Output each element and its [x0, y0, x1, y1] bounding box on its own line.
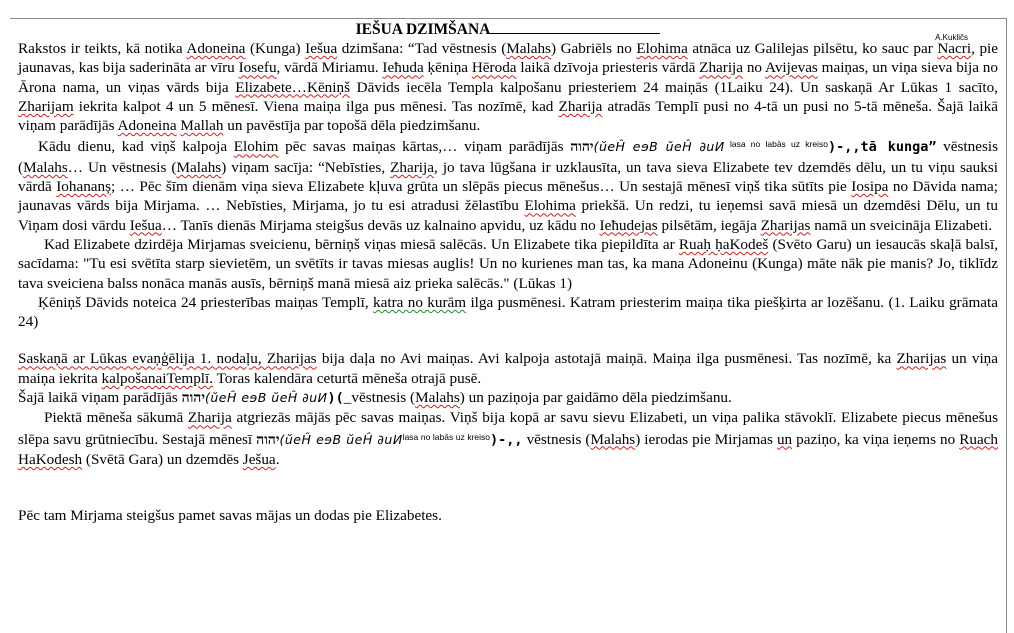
text-run: … Tanīs dienās Mirjama steigšus devās uz kalnaino apvidu, uz kādu no	[161, 216, 600, 234]
paragraph-2	[18, 135, 998, 234]
text-run: ) Gabriēls no	[550, 40, 637, 57]
text-run-sq: Elohim	[233, 138, 279, 156]
text-run-sq: Zharija	[558, 97, 603, 115]
text-run-mono: )(	[327, 390, 344, 407]
text-run-sq: Zharijas	[760, 216, 811, 234]
page-border-top	[10, 18, 1006, 19]
text-run: Dāvids iecēla Templa kalpošanu priesteriem 24 maiņās (1Laiku 24). Un saskaņā Ar Lūkas 1 sacīto,	[350, 78, 998, 96]
text-run-sq: Elizabete…Kēniņš	[235, 78, 351, 96]
text-run-sq: Malahs	[506, 40, 551, 57]
text-run-heb: יהוה	[570, 139, 594, 156]
text-run-sq: Adoneina	[117, 117, 177, 135]
text-run: Toras kalendāra ceturtā mēneša otrajā pusē.	[213, 369, 482, 387]
text-run: ) viņam sacīja: “Nebīsties,	[221, 158, 391, 176]
text-run: Piektā mēneša sākumā	[44, 409, 188, 427]
text-run-sq: Saskaņā ar Lūkas evaņģēlija 1. nodaļu, Zharijas	[18, 350, 317, 368]
text-run: .	[275, 450, 280, 468]
text-run: Kādu dienu, kad viņš kalpoja	[38, 138, 234, 156]
page-border-right	[1006, 18, 1007, 633]
text-run: ) ierodas pie Mirjamas	[635, 430, 777, 448]
text-run-sq: Zharija	[390, 158, 434, 176]
text-run: ķēniņa	[423, 59, 472, 77]
text-run-sq: Hēroda	[471, 59, 517, 77]
text-run: Ķēniņš Dāvids noteica 24 priesterības maiņas Templī,	[38, 293, 374, 311]
text-run: atradās Templī pusi no 4-tā un pusi no 5-tā mēneša. Šajā laikā viņam parādījās	[18, 97, 998, 135]
text-run-sym: (ŭeĤ eɘB ŭeĤ ∂uИ	[279, 431, 403, 447]
text-run-sq: Zharijam	[18, 97, 74, 115]
text-run-sq: Nacri	[937, 40, 972, 57]
text-run: , jo tava lūgšana ir uzklausīta, un tava sieva Elizabete tev dzemdēs dēlu, un tu viņu sauksi vārdā	[18, 158, 998, 196]
title-underline	[490, 20, 660, 34]
text-run-sq: Elohima	[636, 40, 688, 57]
text-run-sq: Avijevas	[764, 59, 818, 77]
text-run: un pavēstīja par topošā dēla piedzimšanu.	[223, 117, 481, 135]
paragraph-7	[18, 408, 998, 469]
text-run-sq: Malahs	[415, 389, 460, 407]
title-row	[18, 20, 998, 42]
blank-line	[18, 331, 998, 349]
text-run: pēc savas maiņas kārtas,… viņam parādījās	[278, 138, 571, 156]
paragraph-8	[18, 506, 998, 525]
text-run: _vēstnesis (	[343, 389, 416, 407]
text-run-sq: Mallah	[180, 117, 224, 135]
text-run-sq: Ieħuda	[382, 59, 424, 77]
paragraph-1	[18, 39, 998, 135]
text-run-sq: Zharija	[187, 409, 232, 427]
text-run: vēstnesis (	[18, 138, 998, 176]
text-run: iekrita kalpot 4 un 5 mēnesī. Viena maiņa ilga pus mēnesi. Tas nozīmē, kad	[73, 97, 559, 115]
text-run: , pie jaunavas, kas bija saderināta ar vīru	[18, 40, 998, 77]
text-run: dzimšana: “Tad vēstnesis (	[337, 40, 507, 57]
text-run-sym: (ŭeĤ eɘB ŭeĤ ∂uИ	[205, 390, 328, 406]
paragraph-4	[18, 293, 998, 332]
text-run: paziņo, ka viņa ieņems no	[792, 430, 960, 448]
text-run: ilga pusmēnesi. Katram priesterim maiņa tika piešķirta ar lozēšanu. (1. Laiku grāmata 24)	[18, 293, 998, 331]
text-run-sq: Ieħudejas	[599, 216, 658, 234]
text-run: no	[743, 59, 765, 77]
text-run-sq: Adoneina	[186, 40, 246, 57]
text-run-sq: un	[776, 430, 793, 448]
text-run-sq: Elohima	[524, 197, 576, 215]
text-run-sq: Iešua	[305, 40, 338, 57]
text-run: pilsētām, iegāja	[657, 216, 761, 234]
text-run-sq: kalpošanaiTemplī.	[101, 369, 214, 387]
text-run: , vārdā Miriamu.	[276, 59, 383, 77]
paragraph-3	[18, 235, 998, 293]
text-run: namā un sveicināja Elizabeti.	[810, 216, 993, 234]
text-run: Kad Elizabete dzirdēja Mirjamas sveicienu, bērniņš viņas miesā salēcās. Un Elizabete tika piepildīta ar	[44, 235, 679, 253]
text-run: Rakstos ir teikts, kā notika	[18, 40, 187, 57]
text-run-tiny: lasa no labās uz kreiso	[402, 431, 491, 442]
text-run-heb: יהוה	[181, 390, 205, 407]
text-run: (Kunga)	[245, 40, 306, 57]
text-run: atgriezās mājās pēc savas maiņas. Viņš bija kopā ar savu sievu Elizabeti, un viņa palika stāvoklī. Elizabete piecus mēnešus slēpa savu grūtniecību. Sestajā mēnesī	[18, 409, 998, 448]
author-name: A.Kukličs	[935, 33, 968, 42]
document-title: IEŠUA DZIMŠANA	[355, 21, 491, 38]
text-run-sq: Malahs	[176, 158, 222, 176]
text-run-sq: Iohananș	[56, 178, 112, 196]
text-run: Pēc tam Mirjama steigšus pamet savas mājas un dodas pie Elizabetes.	[18, 507, 442, 525]
text-run-sq: Iosefu	[238, 59, 277, 77]
text-run: vēstnesis (	[522, 430, 591, 448]
text-run-sq: Malahs	[23, 158, 68, 176]
text-run: atnāca uz Galilejas pilsētu, ko sauc par	[687, 40, 938, 57]
text-run-sq: Malahs	[590, 430, 636, 448]
text-run: ; … Pēc šīm dienām viņa sieva Elizabete kļuva grūta un slēpās piecus mēnešus… Un sestajā mēnesī viņš tika sūtīts pie	[111, 178, 852, 196]
text-run: … Un vēstnesis (	[67, 158, 177, 176]
text-run-sq: Zharija	[699, 59, 744, 77]
text-run-tiny: lasa no labās uz kreiso	[724, 139, 828, 150]
text-run-sq: Zharijas	[896, 350, 947, 368]
text-run: bija daļa no Avi maiņas. Avi kalpoja astotajā maiņā. Maiņa ilga pusmēnesi. Tas nozīmē, ka	[316, 350, 897, 368]
text-run-sq: Iosipa	[851, 178, 889, 196]
text-run: (Svētā Gara) un dzemdēs	[82, 450, 243, 468]
text-run-sq: Ruaḥ ḥaKodeš	[678, 235, 769, 253]
text-run-sq: Iešua	[129, 216, 162, 234]
text-run: priekšā. Un redzi, tu ieņemsi savā miesā un dzemdēsi Dēlu, un tu Viņam dosi vārdu	[18, 197, 998, 234]
text-run: no Dāvida nama; jaunavas vārds bija Mirjama. … Nebīsties, Mirjama, jo tu esi atradusi žēlastību	[18, 178, 998, 215]
paragraph-5	[18, 349, 998, 388]
text-run-sqg: katra no kurām	[373, 293, 467, 311]
text-run-sq: Ješua	[242, 450, 276, 468]
text-run: un viņa maiņa iekrita	[18, 350, 999, 387]
text-run-heb: יהוה	[256, 431, 280, 448]
text-run-sym: (ŭeĤ eɘB ŭeĤ ∂uИ	[593, 139, 725, 155]
text-run: laikā dzīvoja priesteris vārdā	[516, 59, 700, 77]
text-run-sq: Ruach HaKodesh	[18, 430, 999, 468]
text-run-mono: )-,,tā kunga”	[827, 139, 937, 156]
paragraph-6	[18, 388, 998, 408]
blank-lines	[18, 469, 998, 506]
document-body[interactable]	[18, 20, 998, 526]
text-run: Šajā laikā viņam parādījās	[18, 389, 182, 407]
text-run-mono: )-,,	[490, 431, 523, 448]
text-run: maiņas, un viņa sieva bija no Ārona nama, un viņas vārds bija	[18, 59, 998, 96]
text-run: (Svēto Garu) un iesaucās skaļā balsī, sacīdama: "Tu esi svētīta starp sievietēm, un svētīts ir tavas miesas auglis! Un no kurienes man tas, ka mana Adoneinu (Kunga) māte nāk pie manis? Jo, tiklīdz tava sveiciena balss nonāca manās ausīs, bērniņš manā miesā aiz prieka salēcās." (Lūkas 1)	[18, 235, 999, 292]
text-run: ) un paziņoja par gaidāmo dēla piedzimšanu.	[459, 389, 732, 407]
